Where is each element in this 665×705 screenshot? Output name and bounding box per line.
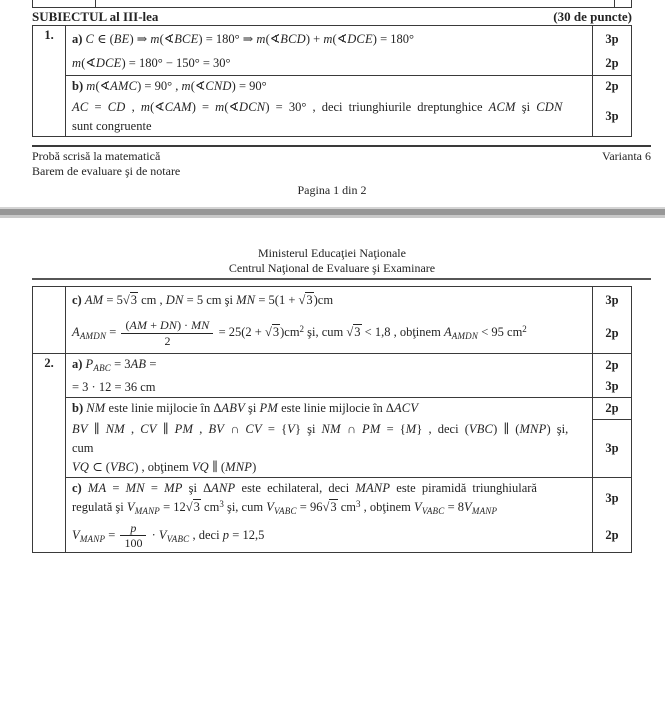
center-name: Centrul Naţional de Evaluare şi Examinare bbox=[228, 261, 436, 275]
points-cell: 3p bbox=[592, 377, 631, 398]
barem-table-page2 bbox=[32, 286, 632, 553]
answer-text: AC = CD , m(∢CAM) = m(∢DCN) = 30° , deci triunghiurile dreptunghice ACM şi CDN sunt congruente bbox=[72, 99, 563, 133]
answer-line bbox=[66, 76, 592, 97]
score-section bbox=[66, 397, 631, 477]
answer-row bbox=[66, 520, 631, 552]
problem-number bbox=[33, 287, 66, 353]
subject-points-total: (30 de puncte) bbox=[553, 9, 632, 24]
answer-row bbox=[66, 76, 631, 97]
points-cell: 2p bbox=[592, 76, 631, 97]
table-border-stub bbox=[631, 0, 632, 7]
answer-row bbox=[66, 52, 631, 75]
answer-row bbox=[66, 398, 631, 419]
subject-header bbox=[32, 9, 632, 24]
footer-variant: Varianta 6 bbox=[602, 149, 651, 163]
problem-number: 2. bbox=[33, 354, 66, 552]
footer-exam-name: Probă scrisă la matematică bbox=[32, 149, 161, 163]
answer-text: $V_{MANP}$ = $\frac{p}{100}$ · $V_{VABC}$ , deci p = 12,5 bbox=[72, 520, 265, 550]
answer-text: BV ∥ NM , CV ∥ PM , BV ∩ CV = {V} şi NM ∩ PM = {M} , deci (VBC) ∥ (MNP) şi, cum VQ ⊂ (VBC) , obţinem VQ ∥ (MNP) bbox=[72, 422, 569, 474]
answer-line bbox=[66, 97, 592, 137]
answer-line bbox=[66, 419, 592, 477]
footer-barem-name: Barem de evaluare şi de notare bbox=[32, 164, 181, 178]
points-cell: 3p bbox=[592, 419, 631, 477]
points-cell: 2p bbox=[592, 354, 631, 377]
answer-text: m(∢DCE) = 180° − 150° = 30° bbox=[72, 56, 231, 71]
problem-sections bbox=[66, 287, 631, 353]
points-cell: 2p bbox=[592, 313, 631, 353]
score-section bbox=[66, 477, 631, 551]
points-cell: 2p bbox=[592, 520, 631, 552]
footer-page-number: Pagina 1 din 2 bbox=[297, 183, 367, 197]
answer-row bbox=[66, 287, 631, 313]
cutoff-table-border bbox=[32, 0, 632, 8]
answer-row bbox=[66, 377, 631, 398]
answer-text: c) AM = 5√3 cm , DN = 5 cm şi MN = 5(1 + √3)cm bbox=[72, 292, 334, 307]
problem-row bbox=[33, 287, 631, 353]
problem-row bbox=[33, 353, 631, 552]
answer-row bbox=[66, 97, 631, 137]
answer-row bbox=[66, 419, 631, 477]
score-section bbox=[66, 26, 631, 75]
table-border-stub bbox=[614, 0, 615, 7]
answer-text: c) MA = MN = MP şi ΔANP este echilateral, deci MANP este piramidă triunghiulară regulată şi $V_{MANP} = 12√3$ $cm^3$ şi, cum $V_{VABC} = 96√3$ $cm^3$ , obţinem $V_{VABC} = 8V_{MANP}$ bbox=[72, 481, 537, 516]
answer-line bbox=[66, 478, 592, 519]
answer-text: a) C ∈ (BE) ⇒ m(∢BCE) = 180° ⇒ m(∢BCD) + m(∢DCE) = 180° bbox=[72, 31, 415, 46]
answer-line bbox=[66, 377, 592, 398]
answer-text: $A_{AMDN}$ = $\frac{(AM + DN) \cdot MN}{2}$ = $25(2 + √3)cm^2$ şi, cum √3 < 1,8 , obţinem $A_{AMDN} < 95$ $cm^2$ bbox=[72, 318, 527, 348]
problem-row bbox=[33, 26, 631, 136]
answer-text: = 3 · 12 = 36 cm bbox=[72, 379, 156, 394]
points-cell: 3p bbox=[592, 97, 631, 137]
problem-sections bbox=[66, 354, 631, 552]
table-border-stub bbox=[32, 0, 33, 7]
answer-line bbox=[66, 354, 592, 377]
problem-sections bbox=[66, 26, 631, 136]
table-border-stub bbox=[95, 0, 96, 7]
problem-number: 1. bbox=[33, 26, 66, 136]
points-cell: 3p bbox=[592, 287, 631, 313]
answer-line bbox=[66, 398, 592, 419]
header-rule bbox=[32, 278, 651, 280]
answer-line bbox=[66, 520, 592, 552]
page1-footer bbox=[32, 145, 651, 198]
barem-table-page1 bbox=[32, 25, 632, 137]
points-cell: 3p bbox=[592, 26, 631, 52]
points-cell: 2p bbox=[592, 398, 631, 419]
answer-row bbox=[66, 354, 631, 377]
page-separator-bar bbox=[0, 207, 665, 218]
answer-row bbox=[66, 26, 631, 52]
answer-row bbox=[66, 313, 631, 353]
answer-text: b) m(∢AMC) = 90° , m(∢CND) = 90° bbox=[72, 79, 267, 93]
answer-line bbox=[66, 313, 592, 353]
answer-line bbox=[66, 52, 592, 75]
answer-text: b) NM este linie mijlocie în ΔABV şi PM este linie mijlocie în ΔACV bbox=[72, 401, 419, 416]
points-cell: 2p bbox=[592, 52, 631, 75]
subject-title: SUBIECTUL al III-lea bbox=[32, 9, 159, 24]
answer-text: a) $P_{ABC} = 3AB$ = bbox=[72, 357, 157, 373]
answer-row bbox=[66, 478, 631, 519]
score-section bbox=[66, 287, 631, 353]
page2-header bbox=[32, 246, 632, 276]
answer-line bbox=[66, 287, 592, 313]
score-section bbox=[66, 75, 631, 136]
score-section bbox=[66, 354, 631, 397]
ministry-name: Ministerul Educaţiei Naţionale bbox=[258, 246, 406, 260]
answer-line bbox=[66, 26, 592, 52]
points-cell: 3p bbox=[592, 478, 631, 519]
